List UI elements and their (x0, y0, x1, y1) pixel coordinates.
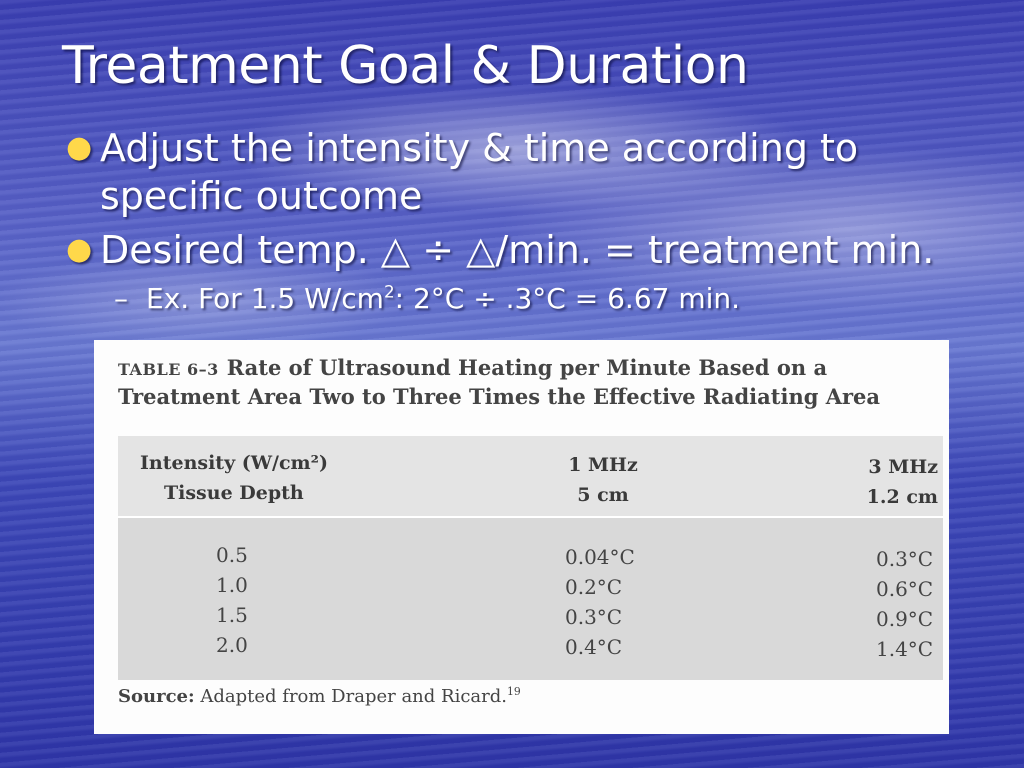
header-line: 5 cm (577, 484, 629, 506)
table-caption (118, 354, 938, 410)
sub-bullet-suffix: : 2°C ÷ .3°C = 6.67 min. (394, 282, 741, 315)
table-cell: 0.3°C (876, 547, 934, 571)
table-cell: 0.6°C (876, 577, 934, 601)
bullet-text: Desired temp. △ ÷ △/min. = treatment min. (100, 228, 935, 272)
bullet-item (62, 226, 962, 274)
bullet-dot-icon: ● (66, 232, 93, 267)
bullet-dot-icon: ● (66, 130, 93, 165)
source-ref: 19 (506, 685, 521, 698)
header-intensity (140, 448, 328, 508)
table-cell: 0.5 (216, 543, 248, 567)
table-cell: 0.04°C (565, 545, 635, 569)
header-line: 1.2 cm (866, 486, 938, 508)
header-line: Intensity (W/cm²) (140, 452, 328, 474)
table-cell: 1.4°C (876, 637, 934, 661)
header-line: 1 MHz (568, 454, 638, 476)
table-cell: 1.5 (216, 603, 248, 627)
dash-icon: – (114, 282, 128, 315)
table-source (118, 686, 521, 707)
header-1mhz (558, 450, 648, 510)
header-3mhz (856, 452, 938, 512)
table-label: TABLE 6–3 (118, 360, 219, 379)
sub-bullet-superscript: 2 (383, 281, 395, 302)
source-text: Adapted from Draper and Ricard. (200, 686, 507, 707)
table-cell: 0.2°C (565, 575, 623, 599)
table-cell: 0.9°C (876, 607, 934, 631)
header-line: 3 MHz (868, 456, 938, 478)
bullet-item (62, 124, 962, 220)
bullet-list (62, 124, 962, 318)
slide-title: Treatment Goal & Duration (62, 36, 749, 96)
data-table (118, 436, 943, 680)
header-line: Tissue Depth (164, 482, 304, 504)
source-label: Source: (118, 686, 195, 707)
sub-bullet-item (62, 280, 962, 318)
table-image (94, 340, 949, 734)
table-cell: 2.0 (216, 633, 248, 657)
table-cell: 1.0 (216, 573, 248, 597)
table-cell: 0.4°C (565, 635, 623, 659)
table-cell: 0.3°C (565, 605, 623, 629)
table-caption-text: Rate of Ultrasound Heating per Minute Based on a Treatment Area Two to Three Times the Effective Radiating Area (118, 355, 881, 409)
sub-bullet-prefix: Ex. For 1.5 W/cm (146, 282, 384, 315)
bullet-text: Adjust the intensity & time according to specific outcome (100, 126, 859, 218)
